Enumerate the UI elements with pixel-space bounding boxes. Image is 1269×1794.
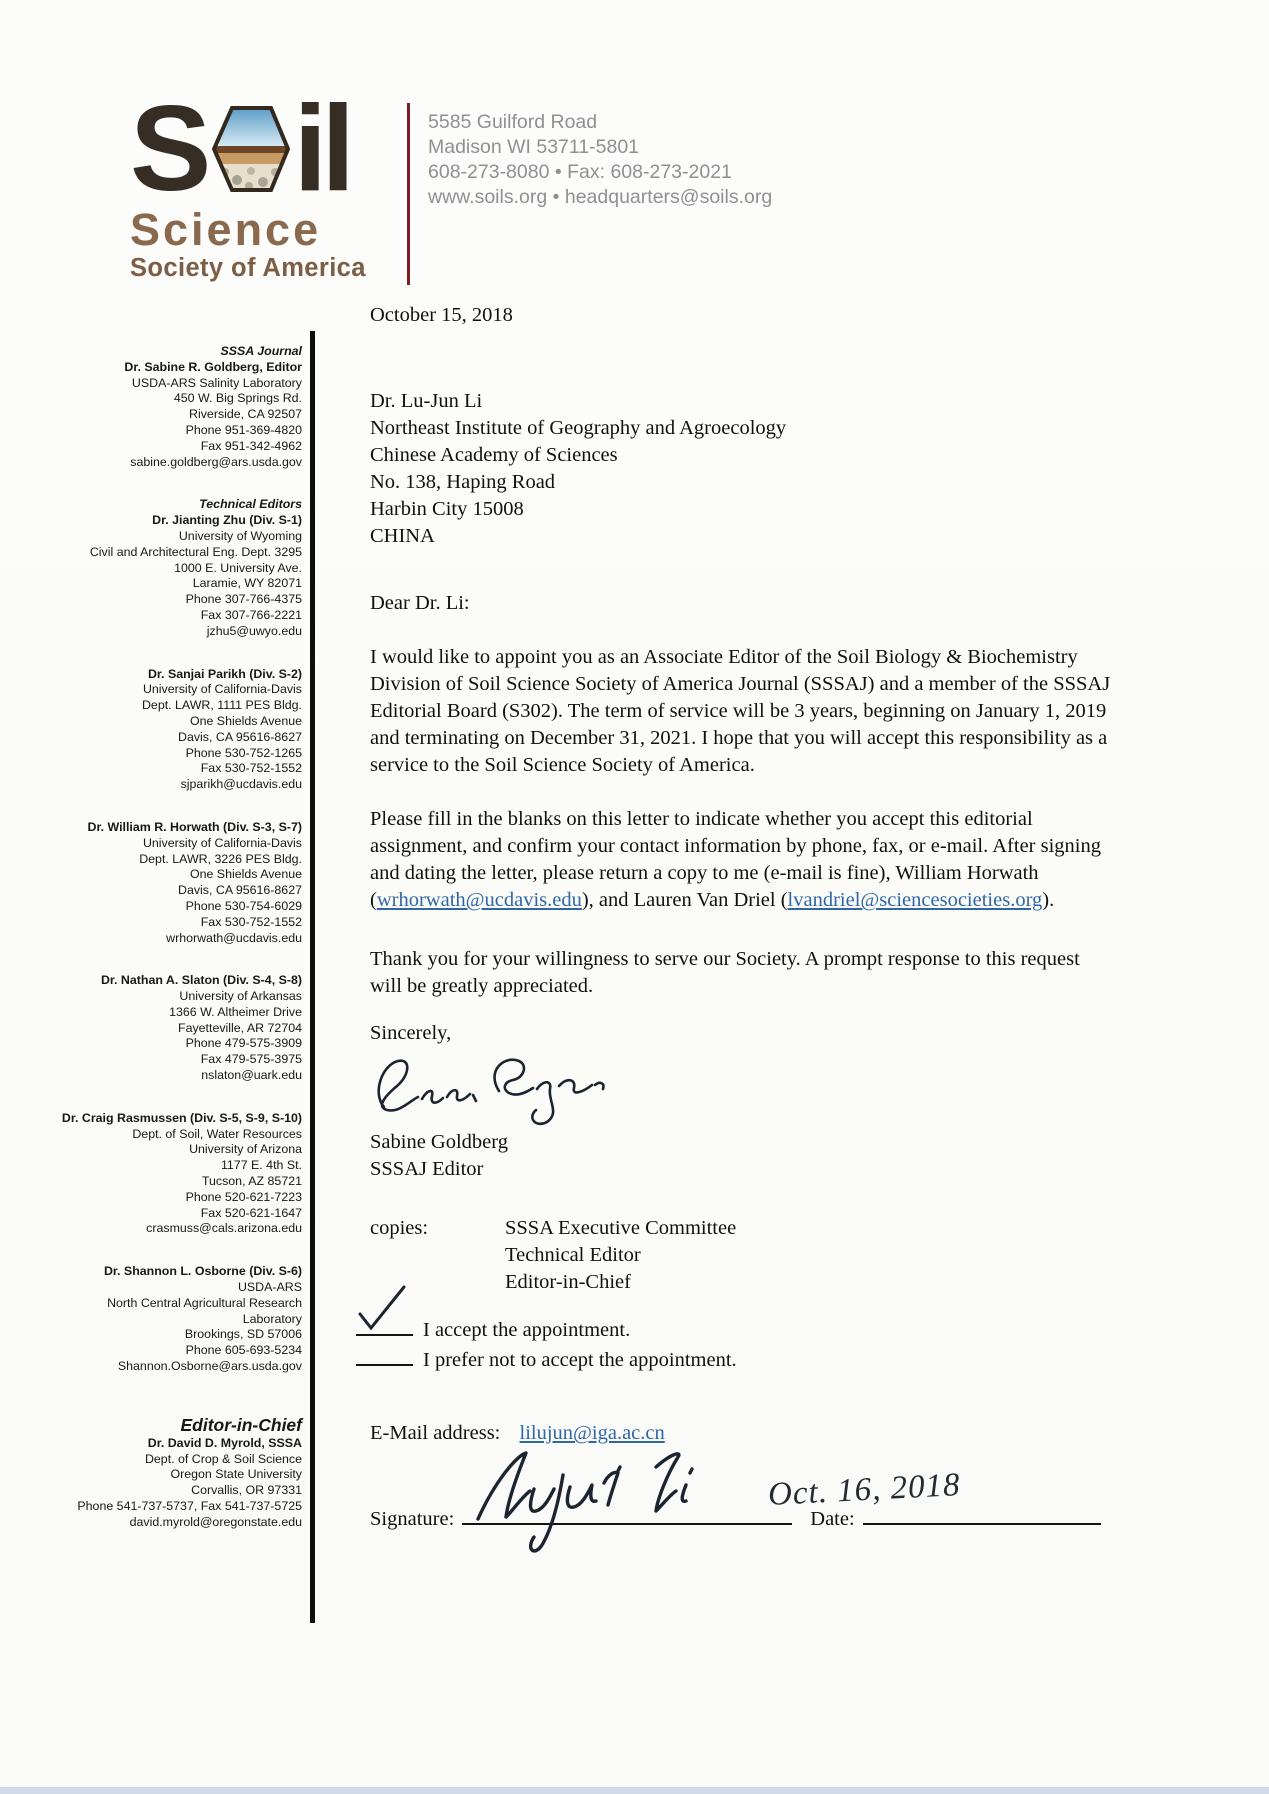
headquarters-address <box>428 110 772 210</box>
sidebar-editor-detail: Corvallis, OR 97331 <box>191 1483 302 1498</box>
paragraph-instructions-text-3: ). <box>1042 889 1055 911</box>
sidebar-editor-block <box>48 497 302 639</box>
sidebar-editor-detail: Tucson, AZ 85721 <box>201 1174 302 1189</box>
sidebar-block-title: SSSA Journal <box>220 344 302 358</box>
copies-item: Editor-in-Chief <box>505 1271 631 1293</box>
signer-name: Sabine Goldberg <box>370 1131 508 1153</box>
date-blank-line[interactable] <box>863 1503 1101 1525</box>
paragraph-instructions <box>370 806 1112 914</box>
recipient-address-line: Dr. Lu-Jun Li <box>370 390 483 412</box>
sidebar-editor-detail: Phone 520-621-7223 <box>185 1189 302 1204</box>
sidebar-editor-detail: University of California-Davis <box>142 835 302 850</box>
sidebar-editor-detail: Fax 307-766-2221 <box>200 607 302 622</box>
sidebar-editor-detail: Fayetteville, AR 72704 <box>178 1020 302 1035</box>
sidebar <box>48 344 302 1531</box>
sidebar-editor-detail: 1366 W. Altheimer Drive <box>169 1004 302 1019</box>
sidebar-editor-detail: Dept. LAWR, 3226 PES Bldg. <box>139 851 302 866</box>
decline-choice-row <box>356 1344 1112 1374</box>
decline-blank-line[interactable] <box>356 1344 413 1366</box>
headquarters-address-line: 608-273-8080 • Fax: 608-273-2021 <box>428 161 732 183</box>
sidebar-editor-detail: Riverside, CA 92507 <box>189 407 302 422</box>
sidebar-editor-detail: sjparikh@ucdavis.edu <box>180 777 302 792</box>
sidebar-editor-block <box>48 1111 302 1237</box>
logo-letters-il: il <box>293 79 350 216</box>
vandriel-email-link[interactable]: lvandriel@sciencesocieties.org <box>787 889 1043 911</box>
sidebar-editor-detail: Phone 951-369-4820 <box>185 422 302 437</box>
sidebar-editor-block <box>48 1415 302 1531</box>
signer-title: SSSAJ Editor <box>370 1158 484 1180</box>
sidebar-editor-detail: Davis, CA 95616-8627 <box>178 729 302 744</box>
paragraph-thanks: Thank you for your willingness to serve our Society. A prompt response to this request will be greatly appreciated. <box>370 948 1080 997</box>
sidebar-editor-block <box>48 344 302 470</box>
sidebar-editor-name: Dr. Shannon L. Osborne (Div. S-6) <box>103 1264 302 1279</box>
signature-date-row <box>370 1466 1112 1533</box>
logo-science-text: Science <box>130 203 322 255</box>
decline-label: I prefer not to accept the appointment. <box>423 1349 737 1371</box>
scan-bottom-edge <box>0 1787 1269 1794</box>
copies-item: SSSA Executive Committee <box>505 1217 737 1239</box>
paragraph-instructions-text-1: Please fill in the blanks on this letter to indicate whether you accept this editorial assignment, and confirm your contact information by phone, fax, or e-mail. After signing and dating the letter, please return a copy to me (e-mail is fine), William Horwath ( <box>370 808 1101 911</box>
signature-label: Signature: <box>370 1508 455 1530</box>
sidebar-editor-detail: University of Wyoming <box>178 528 302 543</box>
sidebar-editor-detail: Dept. of Soil, Water Resources <box>132 1126 302 1141</box>
sidebar-editor-detail: Laramie, WY 82071 <box>192 576 302 591</box>
sidebar-editor-detail: Phone 541-737-5737, Fax 541-737-5725 <box>77 1499 302 1514</box>
sidebar-editor-detail: Brookings, SD 57006 <box>184 1327 302 1342</box>
sidebar-editor-detail: Phone 530-752-1265 <box>185 745 302 760</box>
sidebar-editor-detail: Shannon.Osborne@ars.usda.gov <box>117 1359 302 1374</box>
sidebar-editor-block <box>48 1264 302 1375</box>
horwath-email-link[interactable]: wrhorwath@ucdavis.edu <box>376 889 582 911</box>
sidebar-editor-detail: 450 W. Big Springs Rd. <box>173 391 302 406</box>
letterhead-divider-rule <box>407 103 410 285</box>
sidebar-editor-name: Dr. William R. Horwath (Div. S-3, S-7) <box>87 819 302 834</box>
sidebar-editor-detail: jzhu5@uwyo.edu <box>206 623 302 638</box>
sidebar-editor-detail: USDA-ARS Salinity Laboratory <box>131 375 302 390</box>
email-label: E-Mail address: <box>370 1422 501 1444</box>
sidebar-editor-detail: david.myrold@oregonstate.edu <box>129 1514 302 1529</box>
sidebar-editor-name: Dr. Sabine R. Goldberg, Editor <box>124 359 302 374</box>
headquarters-address-line: 5585 Guilford Road <box>428 111 598 133</box>
copies-section <box>370 1215 1112 1296</box>
sidebar-editor-block <box>48 820 302 946</box>
copies-item: Technical Editor <box>505 1244 641 1266</box>
lilujun-email-link[interactable]: lilujun@iga.ac.cn <box>519 1422 665 1444</box>
sidebar-editor-detail: Phone 307-766-4375 <box>185 592 302 607</box>
letter-date: October 15, 2018 <box>370 304 513 326</box>
date-label: Date: <box>810 1508 855 1530</box>
handwritten-date: Oct. 16, 2018 <box>767 1466 962 1514</box>
copies-label: copies: <box>370 1217 429 1239</box>
sidebar-editor-detail: crasmuss@cals.arizona.edu <box>146 1221 302 1236</box>
sidebar-editor-detail: Oregon State University <box>170 1467 302 1482</box>
paragraph-instructions-text-2: ), and Lauren Van Driel ( <box>581 889 788 911</box>
recipient-address-line: Harbin City 15008 <box>370 498 524 520</box>
sidebar-editor-detail: Fax 520-621-1647 <box>200 1205 302 1220</box>
sidebar-editor-detail: Phone 605-693-5234 <box>185 1343 302 1358</box>
sssa-logo <box>130 79 400 282</box>
sidebar-editor-detail: One Shields Avenue <box>189 713 302 728</box>
accept-choice-row <box>356 1314 1112 1344</box>
sabine-goldberg-signature <box>364 1049 1112 1129</box>
sidebar-editor-detail: Davis, CA 95616-8627 <box>178 883 302 898</box>
lujun-li-signature <box>466 1441 746 1564</box>
logo-letter-s: S <box>130 79 206 216</box>
recipient-address-line: CHINA <box>370 525 435 547</box>
sidebar-editor-detail: North Central Agricultural Research Laboratory <box>107 1295 302 1326</box>
recipient-address <box>370 388 1112 550</box>
sidebar-editor-detail: Dept. of Crop & Soil Science <box>144 1451 302 1466</box>
sidebar-editor-name: Dr. Sanjai Parikh (Div. S-2) <box>147 666 302 681</box>
sidebar-editor-detail: Dept. LAWR, 1111 PES Bldg. <box>141 698 302 713</box>
sidebar-editor-detail: University of Arkansas <box>179 989 302 1004</box>
recipient-address-line: Chinese Academy of Sciences <box>370 444 618 466</box>
accept-label: I accept the appointment. <box>423 1319 631 1341</box>
sidebar-editor-block <box>48 973 302 1084</box>
checkmark-icon <box>354 1282 410 1342</box>
sidebar-editor-detail: Fax 951-342-4962 <box>200 438 302 453</box>
copies-list <box>505 1215 736 1296</box>
sidebar-editor-detail: USDA-ARS <box>237 1280 302 1295</box>
salutation: Dear Dr. Li: <box>370 592 470 614</box>
headquarters-address-line: Madison WI 53711-5801 <box>428 136 640 158</box>
sidebar-editor-detail: One Shields Avenue <box>189 867 302 882</box>
sidebar-editor-detail: Fax 530-752-1552 <box>200 761 302 776</box>
sidebar-block-title: Technical Editors <box>199 497 302 512</box>
sidebar-editor-detail: Fax 530-752-1552 <box>200 914 302 929</box>
sidebar-editor-detail: 1000 E. University Ave. <box>174 560 302 575</box>
letter-body <box>370 302 1112 1533</box>
soil-hexagon-icon <box>211 104 291 199</box>
sidebar-editor-detail: Phone 530-754-6029 <box>185 898 302 913</box>
sidebar-editor-block <box>48 667 302 793</box>
sidebar-editor-name: Dr. Jianting Zhu (Div. S-1) <box>152 513 302 528</box>
sidebar-editor-detail: sabine.goldberg@ars.usda.gov <box>130 454 302 469</box>
acceptance-choices <box>356 1314 1112 1374</box>
closing: Sincerely, <box>370 1022 452 1044</box>
sidebar-editor-detail: University of Arizona <box>189 1142 302 1157</box>
sidebar-editor-detail: Fax 479-575-3975 <box>200 1052 302 1067</box>
logo-society-text: Society of America <box>130 253 366 282</box>
sidebar-editor-detail: Civil and Architectural Eng. Dept. 3295 <box>89 544 302 559</box>
sidebar-editor-name: Dr. Nathan A. Slaton (Div. S-4, S-8) <box>100 973 302 988</box>
sidebar-vertical-rule <box>310 331 315 1623</box>
sidebar-editor-detail: Phone 479-575-3909 <box>185 1036 302 1051</box>
sidebar-editor-detail: 1177 E. 4th St. <box>220 1158 302 1173</box>
sidebar-block-title: Editor-in-Chief <box>180 1414 302 1435</box>
sidebar-editor-detail: wrhorwath@ucdavis.edu <box>166 930 302 945</box>
recipient-address-line: Northeast Institute of Geography and Agroecology <box>370 417 787 439</box>
sidebar-editor-detail: University of California-Davis <box>142 682 302 697</box>
sidebar-editor-name: Dr. David D. Myrold, SSSA <box>147 1435 302 1450</box>
logo-word-soil <box>130 79 400 216</box>
sidebar-editor-detail: nslaton@uark.edu <box>201 1068 302 1083</box>
paragraph-appointment: I would like to appoint you as an Associate Editor of the Soil Biology & Biochemistry Division of Soil Science Society of America Journal (SSSAJ) and a member of the SSSAJ Editorial Board (S302). The term of service will be 3 years, beginning on January 1, 2019 and terminating on December 31, 2021. I hope that you will accept this responsibility as a service to the Soil Science Society of America. <box>370 646 1111 776</box>
sidebar-editor-name: Dr. Craig Rasmussen (Div. S-5, S-9, S-10) <box>61 1110 302 1125</box>
recipient-address-line: No. 138, Haping Road <box>370 471 556 493</box>
headquarters-address-line: www.soils.org • headquarters@soils.org <box>428 186 773 208</box>
